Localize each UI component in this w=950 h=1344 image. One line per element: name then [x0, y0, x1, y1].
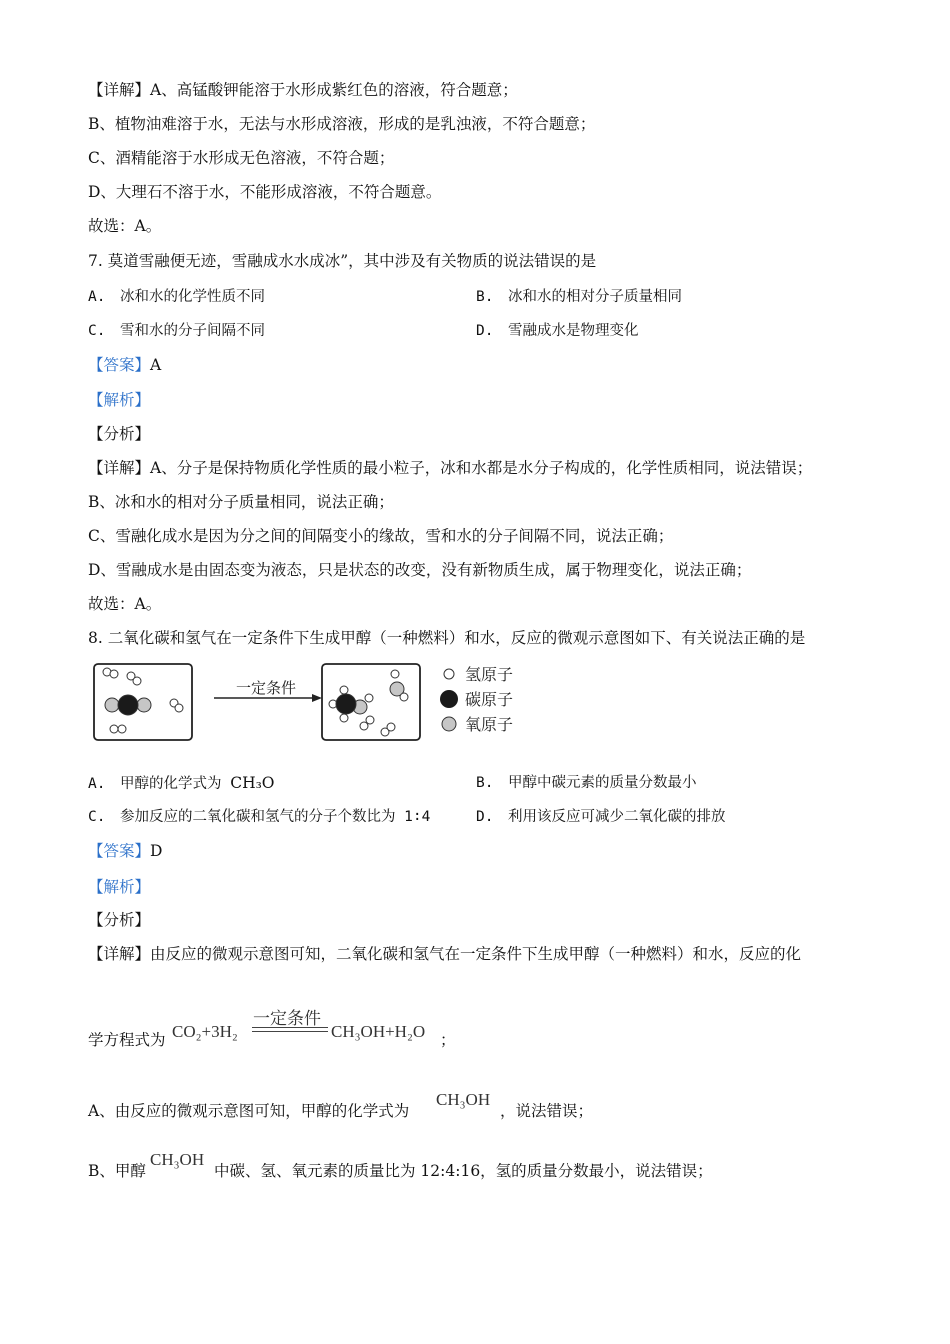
q7-stem: 7. 莫道雪融便无迹，雪融成水水成冰”，其中涉及有关物质的说法错误的是 — [88, 252, 597, 270]
eq-right: CH₃OH+H₂O — [331, 1022, 426, 1041]
h2-molecule — [170, 699, 183, 712]
eq-double-line-top — [252, 1027, 328, 1028]
eq-end: ； — [440, 1031, 456, 1049]
answer-tag: 【答案】 — [88, 356, 151, 374]
detail-text: A、分子是保持物质化学性质的最小粒子，冰和水都是水分子构成的，化学性质相同，说法错误； — [150, 459, 813, 477]
q7-jiexi-tag: 【解析】 — [88, 391, 151, 409]
q6-detail-c: C、酒精能溶于水形成无色溶液，不符合题； — [88, 149, 395, 167]
h2-molecule — [381, 723, 395, 736]
q8-stem: 8. 二氧化碳和氢气在一定条件下生成甲醇（一种燃料）和水，反应的微观示意图如下、有关说法正确的是 — [88, 629, 806, 647]
q8-option-b: B. 甲醇中碳元素的质量分数最小 — [476, 775, 697, 791]
h2-molecule — [110, 725, 126, 733]
detail-b-suffix: 中碳、氢、氧元素的质量比为 12:4:16，氢的质量分数最小，说法错误； — [214, 1162, 713, 1180]
answer-tag: 【答案】 — [88, 842, 151, 860]
q6-detail-d: D、大理石不溶于水，不能形成溶液，不符合题意。 — [88, 183, 442, 201]
detail-tag: 【详解】 — [88, 945, 151, 963]
eq-double-line-bottom — [252, 1031, 328, 1032]
eq-condition: 一定条件 — [253, 1009, 321, 1029]
oxygen-atom-icon — [442, 717, 456, 731]
detail-tag: 【详解】 — [88, 81, 151, 99]
q7-detail-a — [88, 458, 812, 478]
equation-prefix: 学方程式为 — [88, 1031, 166, 1049]
q8-option-d: D. 利用该反应可减少二氧化碳的排放 — [476, 809, 726, 825]
detail-b-prefix: B、甲醇 — [88, 1162, 146, 1180]
q7-option-c: C. 雪和水的分子间隔不同 — [88, 323, 265, 339]
detail-a-formula: CH₃OH — [436, 1090, 491, 1109]
detail-text: 由反应的微观示意图可知，二氧化碳和氢气在一定条件下生成甲醇（一种燃料）和水，反应的化 — [150, 945, 802, 963]
arrow-label: 一定条件 — [236, 679, 297, 697]
q8-option-a: A. 甲醇的化学式为 CH₃O — [88, 774, 275, 792]
q8-jiexi-tag: 【解析】 — [88, 878, 151, 896]
q6-choose: 故选：A。 — [88, 217, 162, 235]
q6-detail-a — [88, 80, 518, 100]
ch3oh-molecule — [329, 686, 373, 722]
q7-detail-b: B、冰和水的相对分子质量相同，说法正确； — [88, 493, 394, 511]
detail-a-prefix: A、由反应的微观示意图可知，甲醇的化学式为 — [88, 1102, 410, 1120]
detail-tag: 【详解】 — [88, 459, 151, 477]
q7-detail-d: D、雪融成水是由固态变为液态，只是状态的改变，没有新物质生成，属于物理变化，说法正确； — [88, 561, 752, 579]
arrow-head-icon — [312, 694, 322, 702]
q7-option-d: D. 雪融成水是物理变化 — [476, 323, 639, 339]
q8-equation-line — [88, 1030, 166, 1050]
hydrogen-atom-icon — [444, 669, 454, 679]
q8-detail-a — [88, 1101, 409, 1121]
legend-carbon: 碳原子 — [465, 690, 514, 709]
q8-option-c: C. 参加反应的二氧化碳和氢气的分子个数比为 1∶4 — [88, 809, 431, 825]
eq-left: CO₂+3H₂ — [172, 1022, 238, 1041]
detail-b-formula: CH₃OH — [150, 1150, 205, 1169]
h2-molecule — [360, 716, 374, 730]
h2-molecule — [103, 668, 118, 678]
q7-option-a: A. 冰和水的化学性质不同 — [88, 289, 265, 305]
q7-choose: 故选：A。 — [88, 595, 162, 613]
detail-a-suffix: ，说法错误； — [500, 1102, 594, 1120]
answer-value: A — [150, 356, 162, 374]
q7-option-b: B. 冰和水的相对分子质量相同 — [476, 289, 682, 305]
formula: CH₃O — [230, 774, 275, 792]
legend-hydrogen: 氢原子 — [465, 665, 514, 684]
carbon-atom-icon — [440, 690, 458, 708]
q6-detail-b: B、植物油难溶于水，无法与水形成溶液，形成的是乳浊液，不符合题意； — [88, 115, 596, 133]
q7-detail-c: C、雪融化成水是因为分之间的间隔变小的缘故，雪和水的分子间隔不同，说法正确； — [88, 527, 674, 545]
detail-text: A、高锰酸钾能溶于水形成紫红色的溶液，符合题意； — [150, 81, 518, 99]
answer-value: D — [150, 842, 163, 860]
q8-fenxi-tag: 【分析】 — [88, 911, 151, 929]
legend-oxygen: 氧原子 — [465, 715, 514, 734]
h2o-molecule — [390, 670, 408, 701]
reaction-diagram — [90, 660, 540, 746]
q8-detail-b — [88, 1161, 146, 1181]
co2-molecule — [105, 695, 151, 715]
q7-fenxi-tag: 【分析】 — [88, 425, 151, 443]
q8-answer — [88, 841, 162, 861]
q8-detail-intro — [88, 944, 801, 964]
q7-answer — [88, 355, 161, 375]
h2-molecule — [127, 672, 141, 685]
